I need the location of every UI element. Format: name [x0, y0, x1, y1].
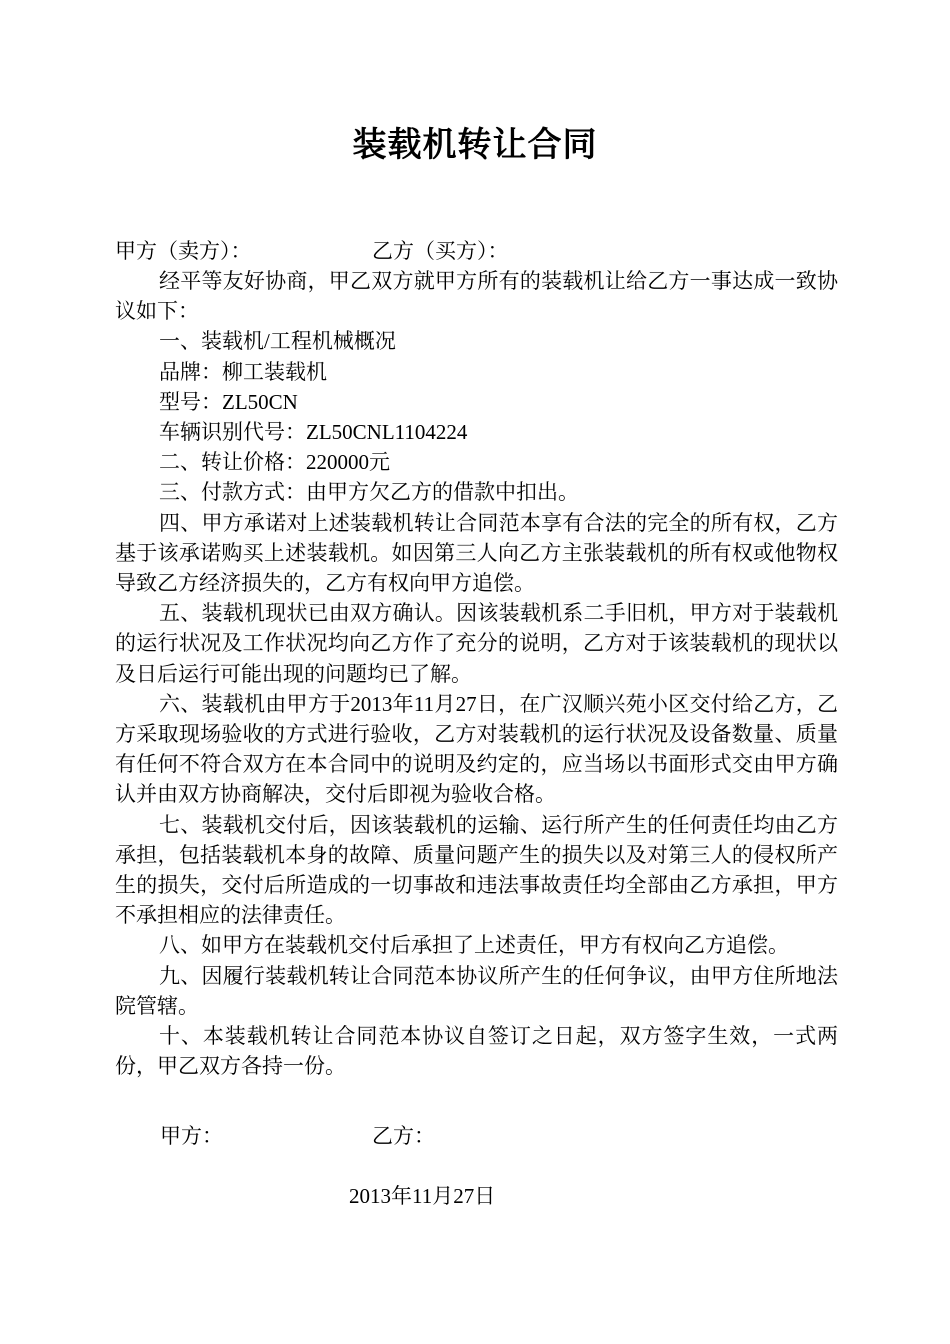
signature-line — [160, 1120, 760, 1152]
clause-7: 七、装载机交付后，因该装载机的运输、运行所产生的任何责任均由乙方承担，包括装载机本身的故障、质量问题产生的损失以及对第三人的侵权所产生的损失，交付后所造成的一切事故和违法事故责任均全部由乙方承担，甲方不承担相应的法律责任。 — [115, 812, 838, 928]
section1-heading: 一、装载机/工程机械概况 — [159, 329, 396, 354]
document-title: 装载机转让合同 — [352, 127, 598, 164]
signing-date: 2013年11月27日 — [349, 1184, 496, 1208]
vin-line: 车辆识别代号：ZL50CNL1104224 — [159, 420, 468, 445]
signature-party-b: 乙方： — [372, 1124, 435, 1148]
intro-paragraph: 经平等友好协商，甲乙双方就甲方所有的装载机让给乙方一事达成一致协议如下： — [115, 269, 838, 324]
price-clause: 二、转让价格：220000元 — [159, 450, 390, 475]
clause-5: 五、装载机现状已由双方确认。因该装载机系二手旧机，甲方对于装载机的运行状况及工作状况均向乙方作了充分的说明，乙方对于该装载机的现状以及日后运行可能出现的问题均已了解。 — [115, 601, 838, 686]
clause-6: 六、装载机由甲方于2013年11月27日，在广汉顺兴苑小区交付给乙方，乙方采取现场验收的方式进行验收，乙方对装载机的运行状况及设备数量、质量有任何不符合双方在本合同中的说明及约定的，应当场以书面形式交由甲方确认并由双方协商解决，交付后即视为验收合格。 — [115, 691, 838, 807]
party-b-label: 乙方（买方）： — [372, 239, 509, 263]
brand-line: 品牌：柳工装载机 — [159, 359, 327, 384]
document-body — [115, 236, 838, 1081]
parties-line — [115, 236, 838, 266]
payment-clause: 三、付款方式：由甲方欠乙方的借款中扣出。 — [159, 480, 579, 505]
model-line: 型号：ZL50CN — [159, 389, 298, 414]
clause-4: 四、甲方承诺对上述装载机转让合同范本享有合法的完全的所有权，乙方基于该承诺购买上述装载机。如因第三人向乙方主张装载机的所有权或他物权导致乙方经济损失的，乙方有权向甲方追偿。 — [115, 510, 838, 596]
party-a-label: 甲方（卖方）： — [115, 239, 252, 263]
signature-party-a: 甲方： — [160, 1124, 223, 1148]
clause-8: 八、如甲方在装载机交付后承担了上述责任，甲方有权向乙方追偿。 — [159, 933, 789, 958]
clause-9: 九、因履行装载机转让合同范本协议所产生的任何争议，由甲方住所地法院管辖。 — [115, 963, 838, 1018]
clause-10: 十、本装载机转让合同范本协议自签订之日起，双方签字生效，一式两份，甲乙双方各持一份。 — [115, 1024, 838, 1079]
